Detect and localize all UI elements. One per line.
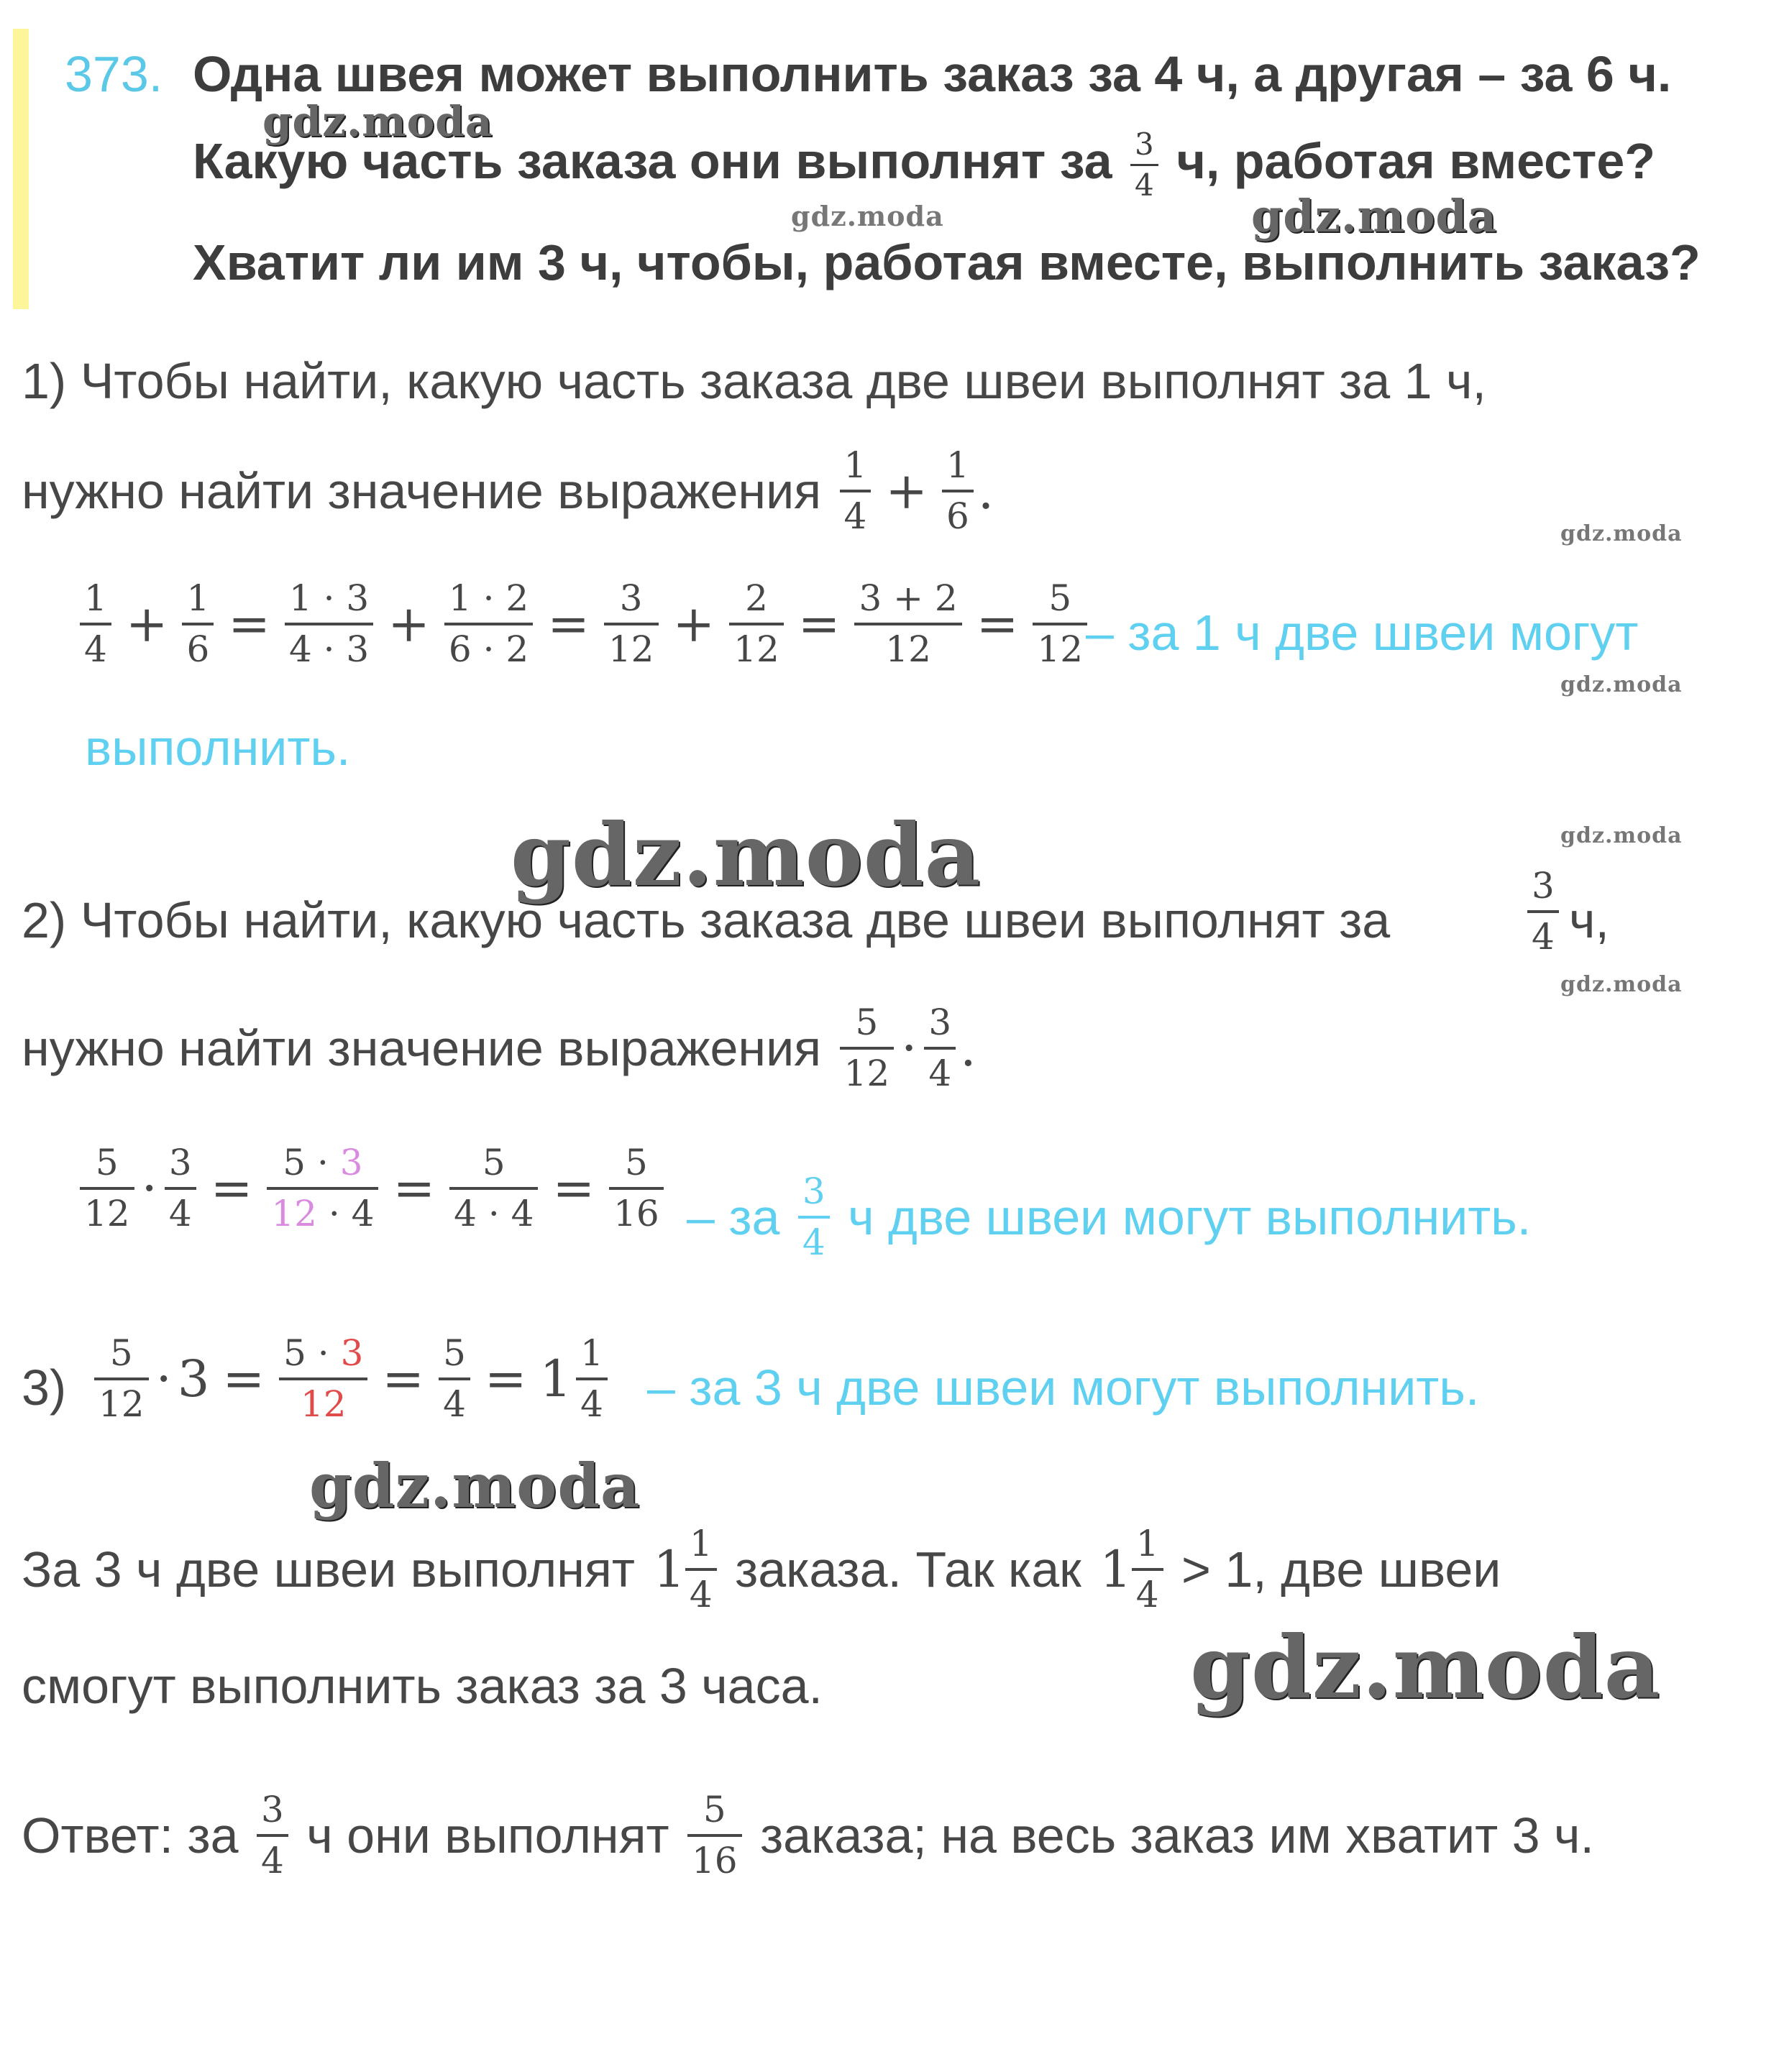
reduced-digit: 12: [271, 1193, 317, 1234]
calc-frac: [80, 579, 111, 669]
equals-sign: =: [797, 595, 841, 654]
answer-text-a: Ответ: за: [22, 1807, 239, 1864]
step2-expr-frac-a: [840, 1003, 895, 1094]
watermark: gdz.moda: [1560, 521, 1683, 546]
fraction-denominator: 4: [168, 1193, 192, 1234]
fraction-denominator: 4: [843, 495, 867, 537]
mixed-whole: 1: [653, 1540, 685, 1599]
equals-sign: =: [382, 1349, 425, 1408]
step1-line-2-text: нужно найти значение выражения: [22, 463, 822, 519]
fraction-denominator: [267, 1190, 378, 1234]
calc-frac: [444, 579, 533, 669]
fraction-numerator: 3: [165, 1143, 196, 1190]
fraction-numerator: 5: [439, 1334, 470, 1380]
calc-frac: [854, 579, 961, 669]
plus-sign: +: [125, 595, 168, 654]
step1-calculation: [76, 579, 1092, 669]
plus-sign: +: [885, 462, 928, 521]
fraction-denominator: 6 · 2: [448, 628, 529, 670]
fraction-numerator: 1 · 2: [444, 579, 533, 625]
period: .: [977, 462, 994, 521]
plus-sign: +: [672, 595, 715, 654]
numerator-part: 5 ·: [283, 1142, 340, 1183]
watermark: gdz.moda: [309, 1450, 641, 1521]
step1-line-1: 1) Чтобы найти, какую часть заказа две швеи выполнят за 1 ч,: [22, 353, 1486, 409]
fraction: [1527, 866, 1559, 957]
fraction-denominator: 4: [1135, 1574, 1159, 1615]
equals-sign: =: [393, 1159, 436, 1218]
fraction-denominator: 12: [885, 628, 931, 670]
fraction-numerator: 5: [840, 1003, 895, 1050]
mixed-fraction: [685, 1524, 717, 1615]
calc-frac: [449, 1143, 538, 1234]
fraction-numerator: 1: [80, 579, 111, 625]
watermark: gdz.moda: [791, 200, 944, 232]
conclusion-line-1: [22, 1524, 1501, 1615]
fraction-denominator: 6: [946, 495, 969, 537]
conclusion-text-c: > 1, две швеи: [1181, 1541, 1501, 1597]
numerator-part: 5 ·: [283, 1332, 341, 1374]
period: .: [960, 1019, 976, 1078]
fraction-denominator: 4: [802, 1221, 825, 1263]
mixed-whole: 1: [1099, 1540, 1132, 1599]
fraction-numerator: 3: [257, 1790, 288, 1837]
answer-line: [22, 1790, 1594, 1881]
fraction-numerator: 3: [1527, 866, 1559, 913]
conclusion-text-b: заказа. Так как: [735, 1541, 1081, 1597]
task-highlight-bar: [13, 29, 29, 309]
calc-frac: [604, 579, 659, 669]
step1-expr-frac-b: [942, 446, 974, 536]
calc-frac: [1033, 579, 1087, 669]
calc-frac: [94, 1334, 149, 1424]
comment-text-a: – за: [687, 1189, 780, 1245]
fraction-denominator: 12: [1037, 628, 1084, 670]
task-line-2-text-b: ч, работая вместе?: [1176, 133, 1656, 190]
reduced-digit: 3: [339, 1142, 363, 1183]
fraction-numerator: 1: [942, 446, 974, 492]
fraction-numerator: 2: [729, 579, 784, 625]
step2-expr-frac-b: [924, 1003, 956, 1094]
calc-frac: [80, 1143, 134, 1234]
calc-frac: [439, 1334, 470, 1424]
equals-sign: =: [228, 595, 270, 654]
equals-sign: =: [552, 1159, 595, 1218]
step2-line-2-text: нужно найти значение выражения: [22, 1020, 822, 1076]
fraction-numerator: 3: [1130, 128, 1158, 166]
fraction-denominator: 4: [443, 1383, 466, 1425]
fraction-denominator: 4 · 4: [454, 1193, 534, 1234]
fraction-numerator: 3: [798, 1172, 830, 1219]
fraction-numerator: 5: [449, 1143, 538, 1190]
mixed-whole: 1: [539, 1349, 572, 1408]
fraction-denominator: 12: [608, 628, 654, 670]
multiply-dot: ·: [155, 1349, 172, 1408]
calc-frac: [165, 1143, 196, 1234]
fraction-denominator: 12: [84, 1193, 130, 1234]
calc-frac: [182, 579, 214, 669]
answer-fraction-2: [687, 1790, 742, 1881]
task-line-2-text-a: Какую часть заказа они выполнят за: [193, 133, 1112, 190]
watermark: gdz.moda: [1560, 823, 1683, 848]
task-line-3: Хватит ли им 3 ч, чтобы, работая вместе, выполнить заказ?: [193, 234, 1701, 290]
fraction-denominator: 12: [733, 628, 779, 670]
fraction-numerator: 5: [609, 1143, 664, 1190]
fraction-numerator: 1 · 3: [285, 579, 373, 625]
step1-expr-frac-a: [840, 446, 872, 536]
step3-comment: – за 3 ч две швеи могут выполнить.: [647, 1360, 1480, 1416]
comment-fraction: [798, 1172, 830, 1262]
step2-calculation: [76, 1143, 668, 1234]
task-fraction: [1130, 128, 1158, 202]
fraction-denominator: 6: [186, 628, 210, 670]
fraction-denominator: 12: [300, 1383, 347, 1425]
answer-fraction-1: [257, 1790, 288, 1881]
step1-comment-a: – за 1 ч две швеи могут: [1086, 605, 1639, 661]
calc-frac: [576, 1334, 608, 1424]
fraction-denominator: 4: [689, 1574, 713, 1615]
fraction-denominator: 4 · 3: [288, 628, 370, 670]
fraction-denominator: 16: [692, 1840, 738, 1881]
watermark: gdz.moda: [1190, 1617, 1661, 1718]
calc-frac: [729, 579, 784, 669]
multiply-dot: ·: [141, 1159, 157, 1218]
number: 3: [177, 1349, 210, 1408]
step1-line-2: [22, 446, 994, 536]
fraction-numerator: 3: [604, 579, 659, 625]
watermark: gdz.moda: [262, 97, 493, 146]
conclusion-line-2: смогут выполнить заказ за 3 часа.: [22, 1658, 823, 1714]
fraction-numerator: 5: [1033, 579, 1087, 625]
task-number: 373.: [65, 46, 163, 102]
fraction-denominator: 4: [1532, 916, 1555, 958]
fraction-numerator: [267, 1143, 378, 1190]
equals-sign: =: [222, 1349, 265, 1408]
equals-sign: =: [484, 1349, 527, 1408]
answer-text-b: ч они выполнят: [306, 1807, 669, 1864]
calc-frac: [285, 579, 373, 669]
step3-label: 3): [22, 1360, 67, 1416]
fraction-numerator: 5: [94, 1334, 149, 1380]
plus-sign: +: [388, 595, 430, 654]
multiply-dot: ·: [901, 1019, 918, 1078]
fraction-denominator: 12: [99, 1383, 145, 1425]
watermark: gdz.moda: [511, 804, 982, 906]
watermark: gdz.moda: [1251, 190, 1497, 242]
step2-comment: [687, 1172, 1531, 1262]
fraction-denominator: 4: [1135, 168, 1154, 203]
calc-frac: [609, 1143, 664, 1234]
conclusion-text-a: За 3 ч две швеи выполнят: [22, 1541, 635, 1597]
mixed-fraction: [1132, 1524, 1163, 1615]
step1-comment-b: выполнить.: [85, 720, 351, 776]
fraction-numerator: 1: [685, 1524, 717, 1571]
fraction-denominator: 12: [843, 1053, 890, 1094]
fraction-numerator: 3: [924, 1003, 956, 1050]
equals-sign: =: [547, 595, 590, 654]
fraction-denominator: 4: [580, 1383, 603, 1425]
step2-line-2: [22, 1003, 976, 1094]
fraction-denominator: 16: [613, 1193, 659, 1234]
comment-text-b: ч две швеи могут выполнить.: [848, 1189, 1532, 1245]
calc-frac: [279, 1334, 367, 1424]
fraction-numerator: 3 + 2: [854, 579, 961, 625]
fraction-denominator: 4: [260, 1840, 284, 1881]
calc-frac: [267, 1143, 378, 1234]
fraction-denominator: 4: [84, 628, 107, 670]
step3-calculation: [90, 1334, 612, 1424]
equals-sign: =: [210, 1159, 253, 1218]
fraction-numerator: [279, 1334, 367, 1380]
step2-line-1-text-b: ч,: [1569, 892, 1609, 948]
task-line-1: Одна швея может выполнить заказ за 4 ч, а другая – за 6 ч.: [193, 46, 1672, 102]
step2-line-1-text-a: 2) Чтобы найти, какую часть заказа две швеи выполнят за: [22, 892, 1391, 948]
fraction-numerator: 1: [1132, 1524, 1163, 1571]
answer-text-c: заказа; на весь заказ им хватит 3 ч.: [760, 1807, 1594, 1864]
fraction-denominator: 4: [928, 1053, 952, 1094]
fraction-numerator: 5: [687, 1790, 742, 1837]
watermark: gdz.moda: [1560, 672, 1683, 697]
fraction-numerator: 1: [576, 1334, 608, 1380]
denominator-part: · 4: [316, 1193, 375, 1234]
fraction-numerator: 1: [840, 446, 872, 492]
fraction-numerator: 1: [182, 579, 214, 625]
equals-sign: =: [976, 595, 1019, 654]
watermark: gdz.moda: [1560, 972, 1683, 997]
step2-line-1-fraction: [1523, 866, 1563, 957]
fraction-numerator: 5: [80, 1143, 134, 1190]
reduced-digit: 3: [340, 1332, 364, 1374]
